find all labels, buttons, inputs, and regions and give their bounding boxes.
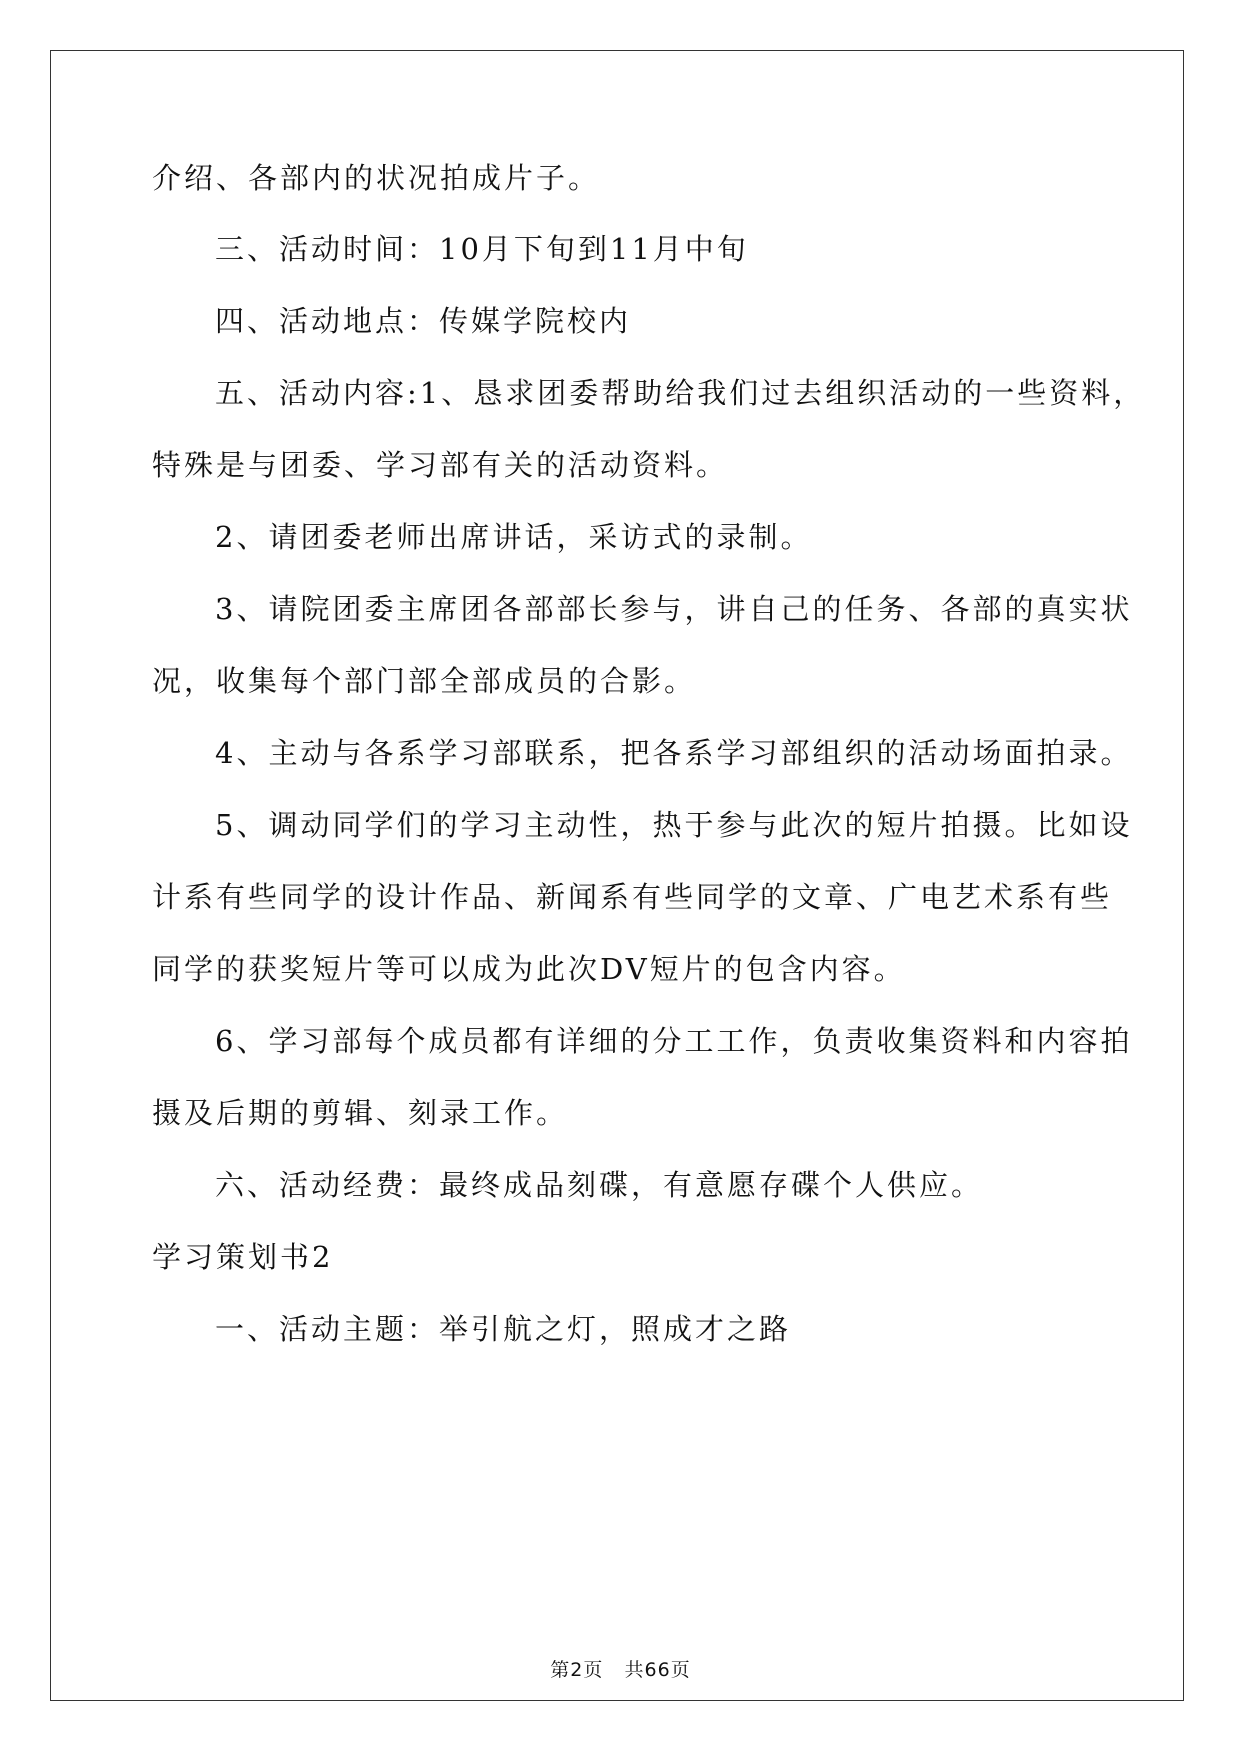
body-line: 六、活动经费：最终成品刻碟，有意愿存碟个人供应。 (215, 1168, 984, 1202)
footer-prefix: 第 (550, 1659, 571, 1681)
body-line: 同学的获奖短片等可以成为此次DV短片的包含内容。 (152, 952, 906, 986)
body-line: 特殊是与团委、学习部有关的活动资料。 (152, 448, 729, 482)
footer-page-suffix: 页 (583, 1659, 604, 1681)
body-line: 五、活动内容:1、恳求团委帮助给我们过去组织活动的一些资料， (215, 376, 1146, 410)
section-heading: 学习策划书2 (152, 1240, 334, 1274)
body-line: 4、主动与各系学习部联系，把各系学习部组织的活动场面拍录。 (215, 736, 1133, 770)
body-line: 一、活动主题：举引航之灯，照成才之路 (215, 1312, 792, 1346)
body-line: 三、活动时间：10月下旬到11月中旬 (215, 232, 749, 266)
page-number: 2 (570, 1659, 584, 1681)
page-footer (0, 1658, 1241, 1682)
body-line: 四、活动地点：传媒学院校内 (215, 304, 632, 338)
body-line: 3、请院团委主席团各部部长参与，讲自己的任务、各部的真实状 (215, 592, 1133, 626)
body-line: 介绍、各部内的状况拍成片子。 (152, 161, 601, 195)
body-line: 计系有些同学的设计作品、新闻系有些同学的文章、广电艺术系有些 (152, 880, 1113, 914)
footer-total-suffix: 页 (670, 1659, 691, 1681)
total-pages: 66 (644, 1659, 671, 1681)
body-line: 2、请团委老师出席讲话，采访式的录制。 (215, 520, 813, 554)
page-border (50, 50, 1184, 1701)
body-line: 5、调动同学们的学习主动性，热于参与此次的短片拍摄。比如设 (215, 808, 1133, 842)
body-line: 况，收集每个部门部全部成员的合影。 (152, 664, 697, 698)
body-line: 摄及后期的剪辑、刻录工作。 (152, 1096, 569, 1130)
body-line: 6、学习部每个成员都有详细的分工工作，负责收集资料和内容拍 (215, 1024, 1133, 1058)
footer-total-prefix: 共 (624, 1659, 645, 1681)
